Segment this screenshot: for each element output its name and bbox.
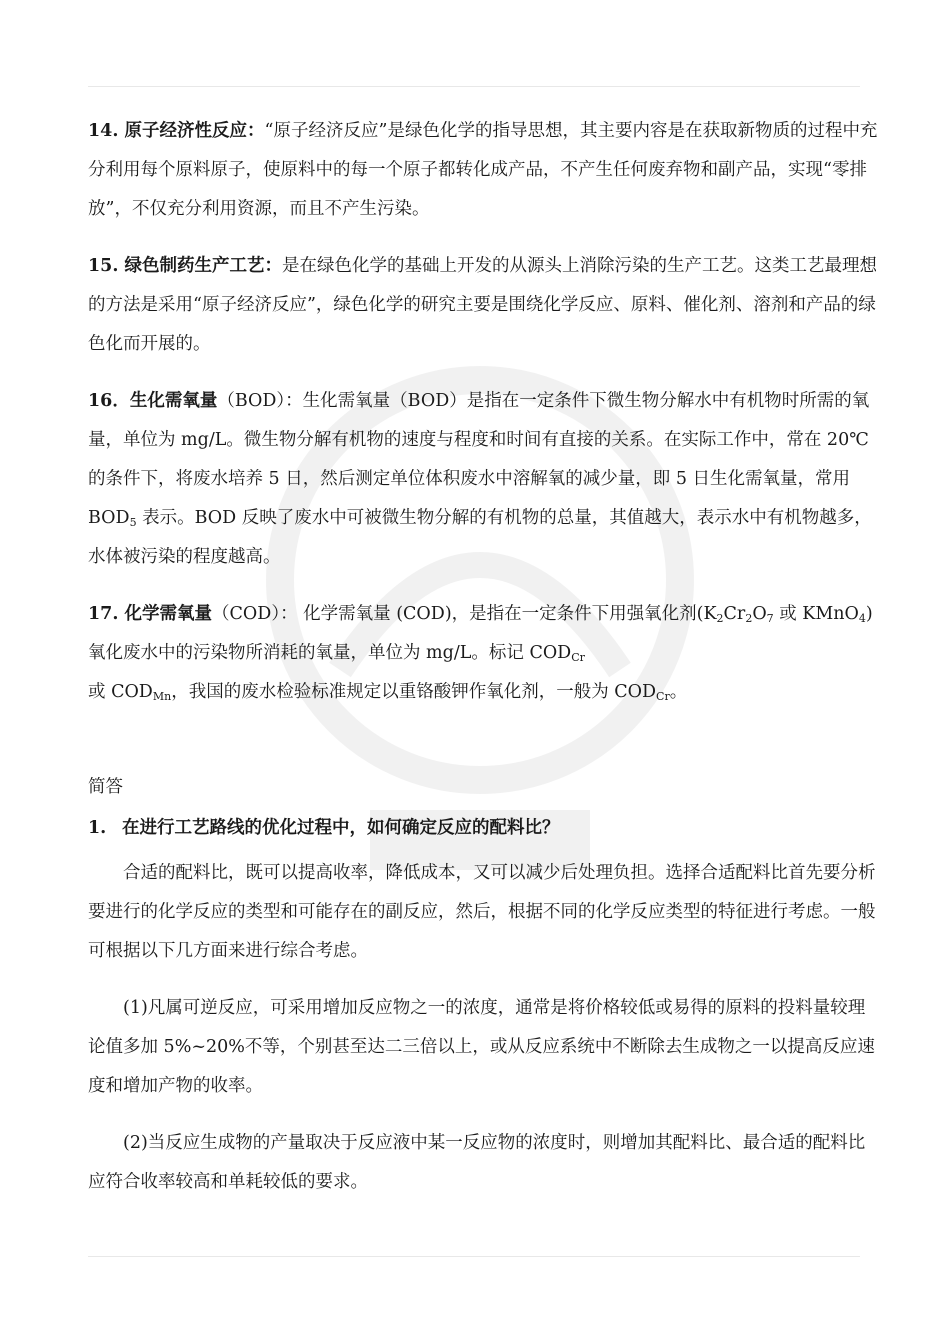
definition-term: 17. 化学需氧量 bbox=[88, 604, 213, 624]
top-divider bbox=[88, 86, 860, 87]
section-title: 简答 bbox=[88, 777, 123, 797]
definition-15 bbox=[88, 247, 878, 364]
formula-part: O bbox=[752, 604, 767, 624]
question-number: 1. bbox=[88, 818, 107, 838]
subscript: Cr bbox=[571, 651, 585, 664]
subscript: Cr bbox=[656, 690, 670, 703]
definition-16 bbox=[88, 382, 878, 577]
definition-body: 生化需氧量（BOD）是指在一定条件下微生物分解水中有机物时所需的氧量，单位为 mg/L。微生物分解有机物的速度与程度和时间有直接的关系。在实际工作中，常在 20℃的条件下，将废水培养 5 日，然后测定单位体积废水中溶解氧的减少量，即 5 日生化需氧量，常用 BOD bbox=[88, 391, 870, 528]
definition-body: 化学需氧量 (COD)，是指在一定条件下用强氧化剂(K bbox=[303, 604, 717, 624]
formula-part: 或 KMnO bbox=[773, 604, 859, 624]
formula-part: 或 COD bbox=[88, 682, 153, 702]
question-1 bbox=[88, 809, 878, 848]
formula-part: ，我国的废水检验标准规定以重铬酸钾作氧化剂，一般为 COD bbox=[171, 682, 657, 702]
bottom-divider bbox=[88, 1256, 860, 1257]
definition-17 bbox=[88, 595, 878, 712]
subscript: 7 bbox=[766, 612, 774, 625]
definition-body-cont: 表示。BOD 反映了废水中可被微生物分解的有机物的总量，其值越大，表示水中有机物越多，水体被污染的程度越高。 bbox=[88, 508, 872, 567]
definition-14 bbox=[88, 112, 878, 229]
subscript: 5 bbox=[129, 516, 137, 529]
definition-body: “原子经济反应”是绿色化学的指导思想，其主要内容是在获取新物质的过程中充分利用每个原料原子，使原料中的每一个原子都转化成产品，不产生任何废弃物和副产品，实现“零排放”，不仅充分利用资源，而且不产生污染。 bbox=[88, 121, 878, 219]
subscript: 4 bbox=[858, 612, 866, 625]
definition-term: 15. 绿色制药生产工艺： bbox=[88, 256, 283, 276]
answer-paragraph: (2)当反应生成物的产量取决于反应液中某一反应物的浓度时，则增加其配料比、最合适的配料比应符合收率较高和单耗较低的要求。 bbox=[88, 1133, 866, 1192]
definition-term: 14. 原子经济性反应： bbox=[88, 121, 265, 141]
formula-part: Cr bbox=[723, 604, 746, 624]
answer-paragraph: (1)凡属可逆反应，可采用增加反应物之一的浓度，通常是将价格较低或易得的原料的投料量较理论值多加 5%~20%不等，个别甚至达二三倍以上，或从反应系统中不断除去生成物之一以提高反应速度和增加产物的收率。 bbox=[88, 998, 875, 1096]
formula-part: 。 bbox=[669, 682, 688, 702]
subscript: Mn bbox=[152, 690, 172, 703]
question-text: 在进行工艺路线的优化过程中，如何确定反应的配料比？ bbox=[122, 818, 560, 838]
document-body bbox=[88, 112, 878, 1220]
definition-term: 16．生化需氧量 bbox=[88, 391, 218, 411]
definition-term-suffix: （COD）： bbox=[212, 604, 298, 624]
subscript: 2 bbox=[745, 612, 753, 625]
subscript: 2 bbox=[716, 612, 724, 625]
definition-body: 是在绿色化学的基础上开发的从源头上消除污染的生产工艺。这类工艺最理想的方法是采用“原子经济反应”，绿色化学的研究主要是围绕化学反应、原料、催化剂、溶剂和产品的绿色化而开展的。 bbox=[88, 256, 878, 354]
answer-paragraph: 合适的配料比，既可以提高收率，降低成本，又可以减少后处理负担。选择合适配料比首先要分析要进行的化学反应的类型和可能存在的副反应，然后，根据不同的化学反应类型的特征进行考虑。一般可根据以下几方面来进行综合考虑。 bbox=[88, 863, 876, 961]
formula-part: )氧化废水中的污染物所消耗的氧量，单位为 mg/L。标记 COD bbox=[88, 604, 873, 663]
definition-term-suffix: （BOD）： bbox=[217, 391, 303, 411]
